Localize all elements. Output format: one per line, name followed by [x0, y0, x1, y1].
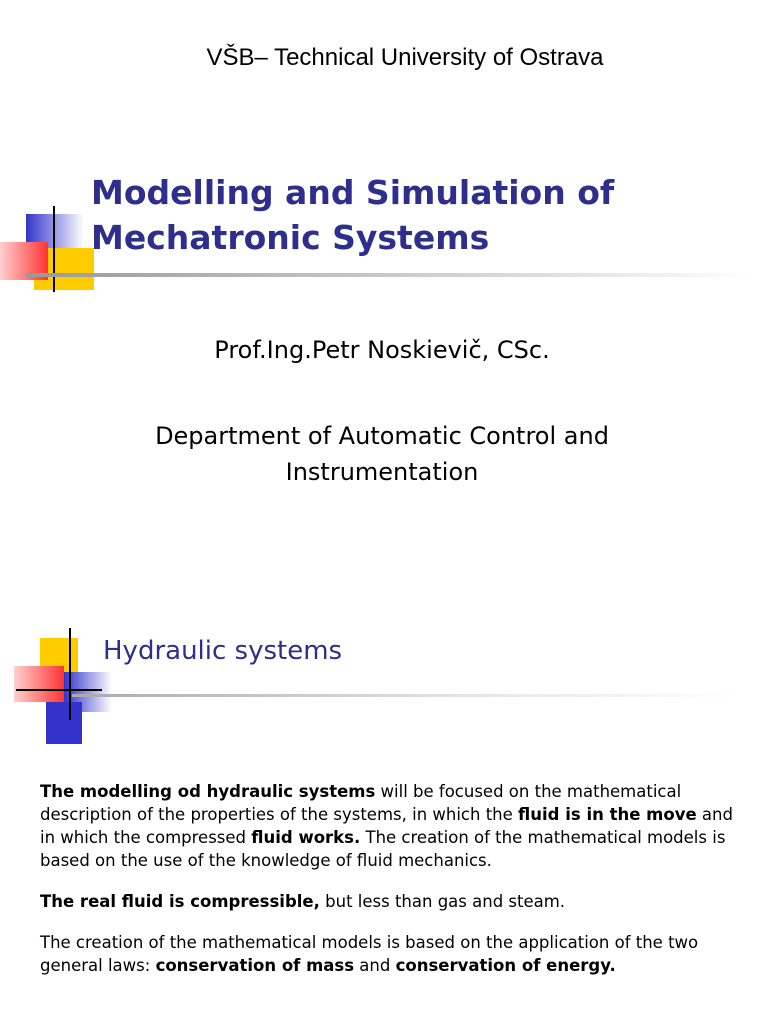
- deco-vertical-line: [69, 628, 71, 720]
- text-span: and in which the compressed: [40, 805, 733, 847]
- author-name: Prof.Ing.Petr Noskievič, CSc.: [214, 336, 550, 364]
- text-span: The creation of the mathematical models is based on the application of the two general laws:: [40, 933, 699, 975]
- text-span: The creation of the mathematical models is based on the use of the knowledge of fluid mechanics.: [40, 828, 726, 870]
- presentation-title: [91, 170, 751, 260]
- title-underline: [26, 273, 756, 277]
- bold-phrase: fluid works.: [251, 828, 361, 847]
- section-heading: Hydraulic systems: [103, 636, 343, 666]
- text-span: and: [354, 956, 396, 975]
- deco-horizontal-line: [16, 689, 102, 691]
- deco-red-square: [14, 666, 64, 702]
- bold-phrase: The real fluid is compressible,: [40, 892, 320, 911]
- paragraph-1: [40, 780, 740, 872]
- title-line-1: Modelling and Simulation of: [91, 173, 615, 212]
- title-line-2: Mechatronic Systems: [91, 218, 490, 257]
- deco-vertical-line: [53, 206, 55, 292]
- bold-phrase: fluid is in the move: [518, 805, 697, 824]
- heading-underline: [72, 694, 742, 697]
- bold-phrase: conservation of energy.: [395, 956, 616, 975]
- department-line-1: Department of Automatic Control and: [155, 422, 609, 450]
- bold-phrase: conservation of mass: [155, 956, 355, 975]
- paragraph-2: [40, 890, 740, 913]
- body-text: [40, 780, 740, 995]
- deco-blue-square: [46, 702, 82, 744]
- department-name: [0, 418, 764, 490]
- department-line-2: Instrumentation: [285, 458, 479, 486]
- university-name: VŠB– Technical University of Ostrava: [206, 44, 604, 71]
- text-span: but less than gas and steam.: [319, 892, 566, 911]
- paragraph-3: [40, 931, 740, 977]
- bold-phrase: The modelling od hydraulic systems: [40, 782, 376, 801]
- text-span: will be focused on the mathematical description of the properties of the systems, in which the: [40, 782, 682, 824]
